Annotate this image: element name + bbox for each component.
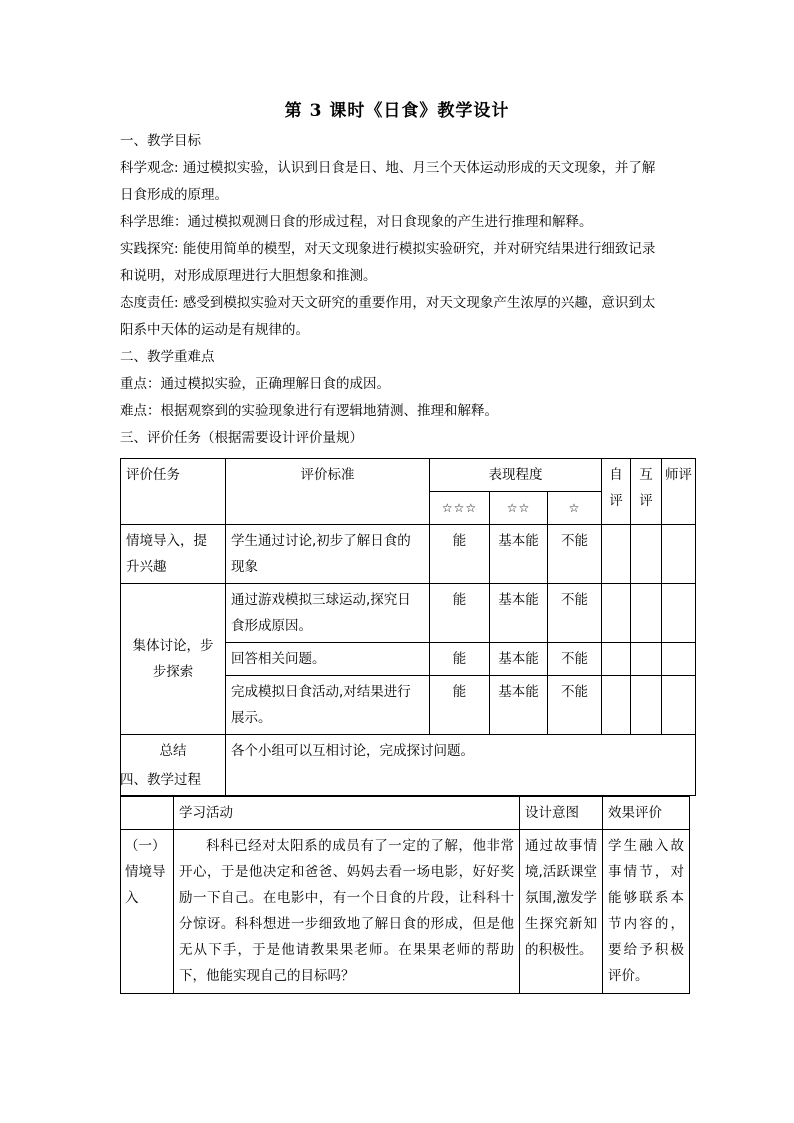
row-standard: 完成模拟日食活动,对结果进行展示。 <box>226 676 430 735</box>
section-heading-key-points: 二、教学重难点 <box>120 349 215 365</box>
header-two-stars: ☆☆ <box>490 492 548 525</box>
goal-practice-line-2: 和说明，对形成原理进行大胆想象和推测。 <box>120 268 377 284</box>
header-self-eval: 自评 <box>602 459 631 525</box>
summary-task: 总结 <box>121 735 226 796</box>
table-row <box>121 830 690 994</box>
row-task: 情境导入，提升兴趣 <box>121 525 226 584</box>
table-row <box>121 584 696 643</box>
header-evaluation: 效果评价 <box>603 797 690 830</box>
header-performance: 表现程度 <box>430 459 602 492</box>
evaluation-header-row <box>121 459 696 492</box>
goal-attitude-line-2: 阳系中天体的运动是有规律的。 <box>120 322 309 338</box>
row-level-3: 能 <box>430 584 490 643</box>
header-task: 评价任务 <box>121 459 226 525</box>
header-intent: 设计意图 <box>520 797 603 830</box>
evaluation-table <box>120 458 696 796</box>
difficult-point: 难点：根据观察到的实验现象进行有逻辑地猜测、推理和解释。 <box>120 403 498 419</box>
header-peer-eval: 互评 <box>631 459 662 525</box>
row-task: 集体讨论，步步探索 <box>121 584 226 735</box>
section-heading-goals: 一、教学目标 <box>120 133 201 149</box>
row-level-2: 基本能 <box>490 643 548 676</box>
goal-concept-line-1: 科学观念: 通过模拟实验，认识到日食是日、地、月三个天体运动形成的天文现象，并了解 <box>120 160 656 176</box>
summary-standard: 各个小组可以互相讨论，完成探讨问题。 <box>226 735 696 796</box>
table-row <box>121 525 696 584</box>
goal-concept-line-2: 日食形成的原理。 <box>120 187 228 203</box>
row-self-eval-cell <box>602 676 631 735</box>
row-level-3: 能 <box>430 643 490 676</box>
header-one-star: ☆ <box>548 492 602 525</box>
header-standard: 评价标准 <box>226 459 430 525</box>
row-self-eval-cell <box>602 525 631 584</box>
row-stage: （一）情境导入 <box>121 830 174 994</box>
row-peer-eval-cell <box>631 643 662 676</box>
row-standard: 通过游戏模拟三球运动,探究日食形成原因。 <box>226 584 430 643</box>
goal-attitude-line-1: 态度责任: 感受到模拟实验对天文研究的重要作用，对天文现象产生浓厚的兴趣，意识到太 <box>120 295 656 311</box>
goal-practice-line-1: 实践探究: 能使用简单的模型，对天文现象进行模拟实验研究，并对研究结果进行细致记录 <box>120 241 656 257</box>
row-activity: 科科已经对太阳系的成员有了一定的了解，他非常开心，于是他决定和爸爸、妈妈去看一场电影，好好奖励一下自己。在电影中，有一个日食的片段，让科科十分惊讶。科科想进一步细致地了解日食的形成，但是他无从下手，于是他请教果果老师。在果果老师的帮助下，他能实现自己的目标吗？ <box>174 830 520 994</box>
row-level-2: 基本能 <box>490 676 548 735</box>
section-heading-process: 四、教学过程 <box>120 772 201 788</box>
row-peer-eval-cell <box>631 525 662 584</box>
row-teacher-eval-cell <box>662 584 696 643</box>
row-teacher-eval-cell <box>662 525 696 584</box>
row-level-1: 不能 <box>548 584 602 643</box>
goal-thinking: 科学思维：通过模拟观测日食的形成过程，对日食现象的产生进行推理和解释。 <box>120 214 593 230</box>
row-self-eval-cell <box>602 584 631 643</box>
row-self-eval-cell <box>602 643 631 676</box>
row-level-2: 基本能 <box>490 525 548 584</box>
process-table <box>120 796 690 994</box>
section-heading-evaluation: 三、评价任务（根据需要设计评价量规） <box>120 430 363 446</box>
row-level-3: 能 <box>430 525 490 584</box>
row-level-2: 基本能 <box>490 584 548 643</box>
header-stage-cell <box>121 797 174 830</box>
process-header-row <box>121 797 690 830</box>
row-teacher-eval-cell <box>662 676 696 735</box>
key-point: 重点：通过模拟实验，正确理解日食的成因。 <box>120 376 390 392</box>
row-evaluation: 学生融入故事情节，对能够联系本节内容的，要给予积极评价。 <box>603 830 690 994</box>
row-level-1: 不能 <box>548 676 602 735</box>
row-teacher-eval-cell <box>662 643 696 676</box>
document-title: 第 3 课时《日食》教学设计 <box>284 101 510 121</box>
header-activity: 学习活动 <box>174 797 520 830</box>
row-peer-eval-cell <box>631 584 662 643</box>
row-peer-eval-cell <box>631 676 662 735</box>
row-standard: 学生通过讨论,初步了解日食的现象 <box>226 525 430 584</box>
row-level-1: 不能 <box>548 643 602 676</box>
row-level-3: 能 <box>430 676 490 735</box>
row-level-1: 不能 <box>548 525 602 584</box>
header-three-stars: ☆☆☆ <box>430 492 490 525</box>
header-teacher-eval: 师评 <box>662 459 696 525</box>
row-standard: 回答相关问题。 <box>226 643 430 676</box>
row-intent: 通过故事情境,活跃课堂氛围,激发学生探究新知的积极性。 <box>520 830 603 994</box>
